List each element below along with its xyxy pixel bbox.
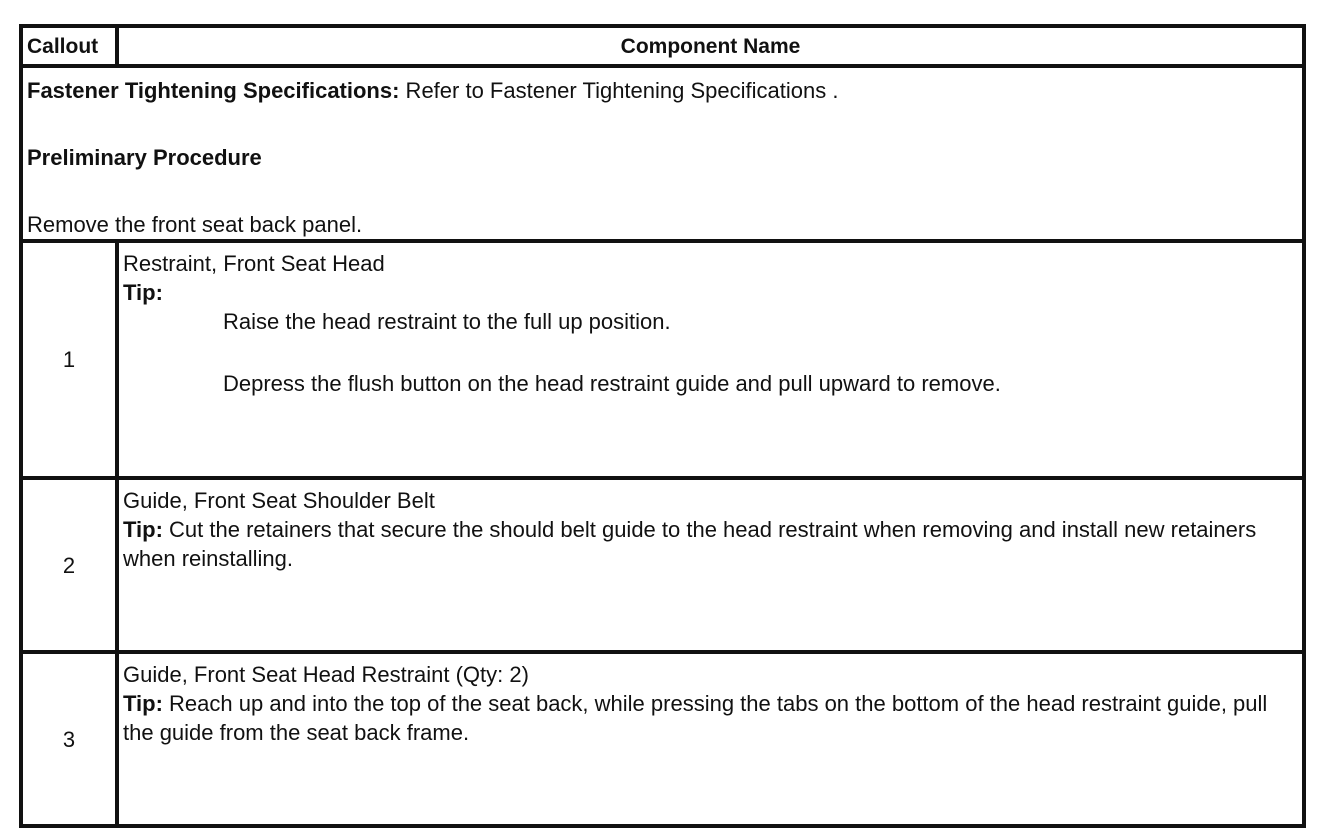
component-cell xyxy=(117,478,1304,652)
tip-label: Tip: xyxy=(123,280,163,305)
tip-label: Tip: xyxy=(123,691,163,716)
component-table xyxy=(19,24,1306,828)
preliminary-procedure-step: Remove the front seat back panel. xyxy=(27,212,363,237)
tip-step: Raise the head restraint to the full up position. xyxy=(223,309,671,334)
tip-steps xyxy=(123,307,1296,398)
fastener-spec-line xyxy=(27,76,1298,105)
tip-body: Cut the retainers that secure the should belt guide to the head restraint when removing and install new retainers when reinstalling. xyxy=(123,517,1257,571)
tip-text xyxy=(123,515,1296,573)
preliminary-procedure-title: Preliminary Procedure xyxy=(27,145,262,170)
fastener-spec-text: Refer to Fastener Tightening Specifications . xyxy=(399,78,839,103)
tip-text xyxy=(123,689,1296,747)
callout-number: 2 xyxy=(21,478,117,652)
callout-number: 3 xyxy=(21,652,117,826)
tip-step: Depress the flush button on the head restraint guide and pull upward to remove. xyxy=(223,371,1001,396)
component-name-column-header: Component Name xyxy=(117,26,1304,66)
tip-body: Reach up and into the top of the seat back, while pressing the tabs on the bottom of the head restraint guide, pull the guide from the seat back frame. xyxy=(123,691,1268,745)
callout-column-header: Callout xyxy=(21,26,117,66)
component-name: Guide, Front Seat Head Restraint (Qty: 2) xyxy=(123,662,529,687)
component-name: Restraint, Front Seat Head xyxy=(123,251,385,276)
tip-label: Tip: xyxy=(123,517,163,542)
component-cell xyxy=(117,652,1304,826)
table-row xyxy=(21,478,1304,652)
table-row xyxy=(21,241,1304,478)
table-header-row xyxy=(21,26,1304,66)
callout-number: 1 xyxy=(21,241,117,478)
fastener-spec-label: Fastener Tightening Specifications: xyxy=(27,78,400,103)
component-cell xyxy=(117,241,1304,478)
preliminary-cell xyxy=(21,66,1304,241)
preliminary-row xyxy=(21,66,1304,241)
table-row xyxy=(21,652,1304,826)
component-name: Guide, Front Seat Shoulder Belt xyxy=(123,488,435,513)
